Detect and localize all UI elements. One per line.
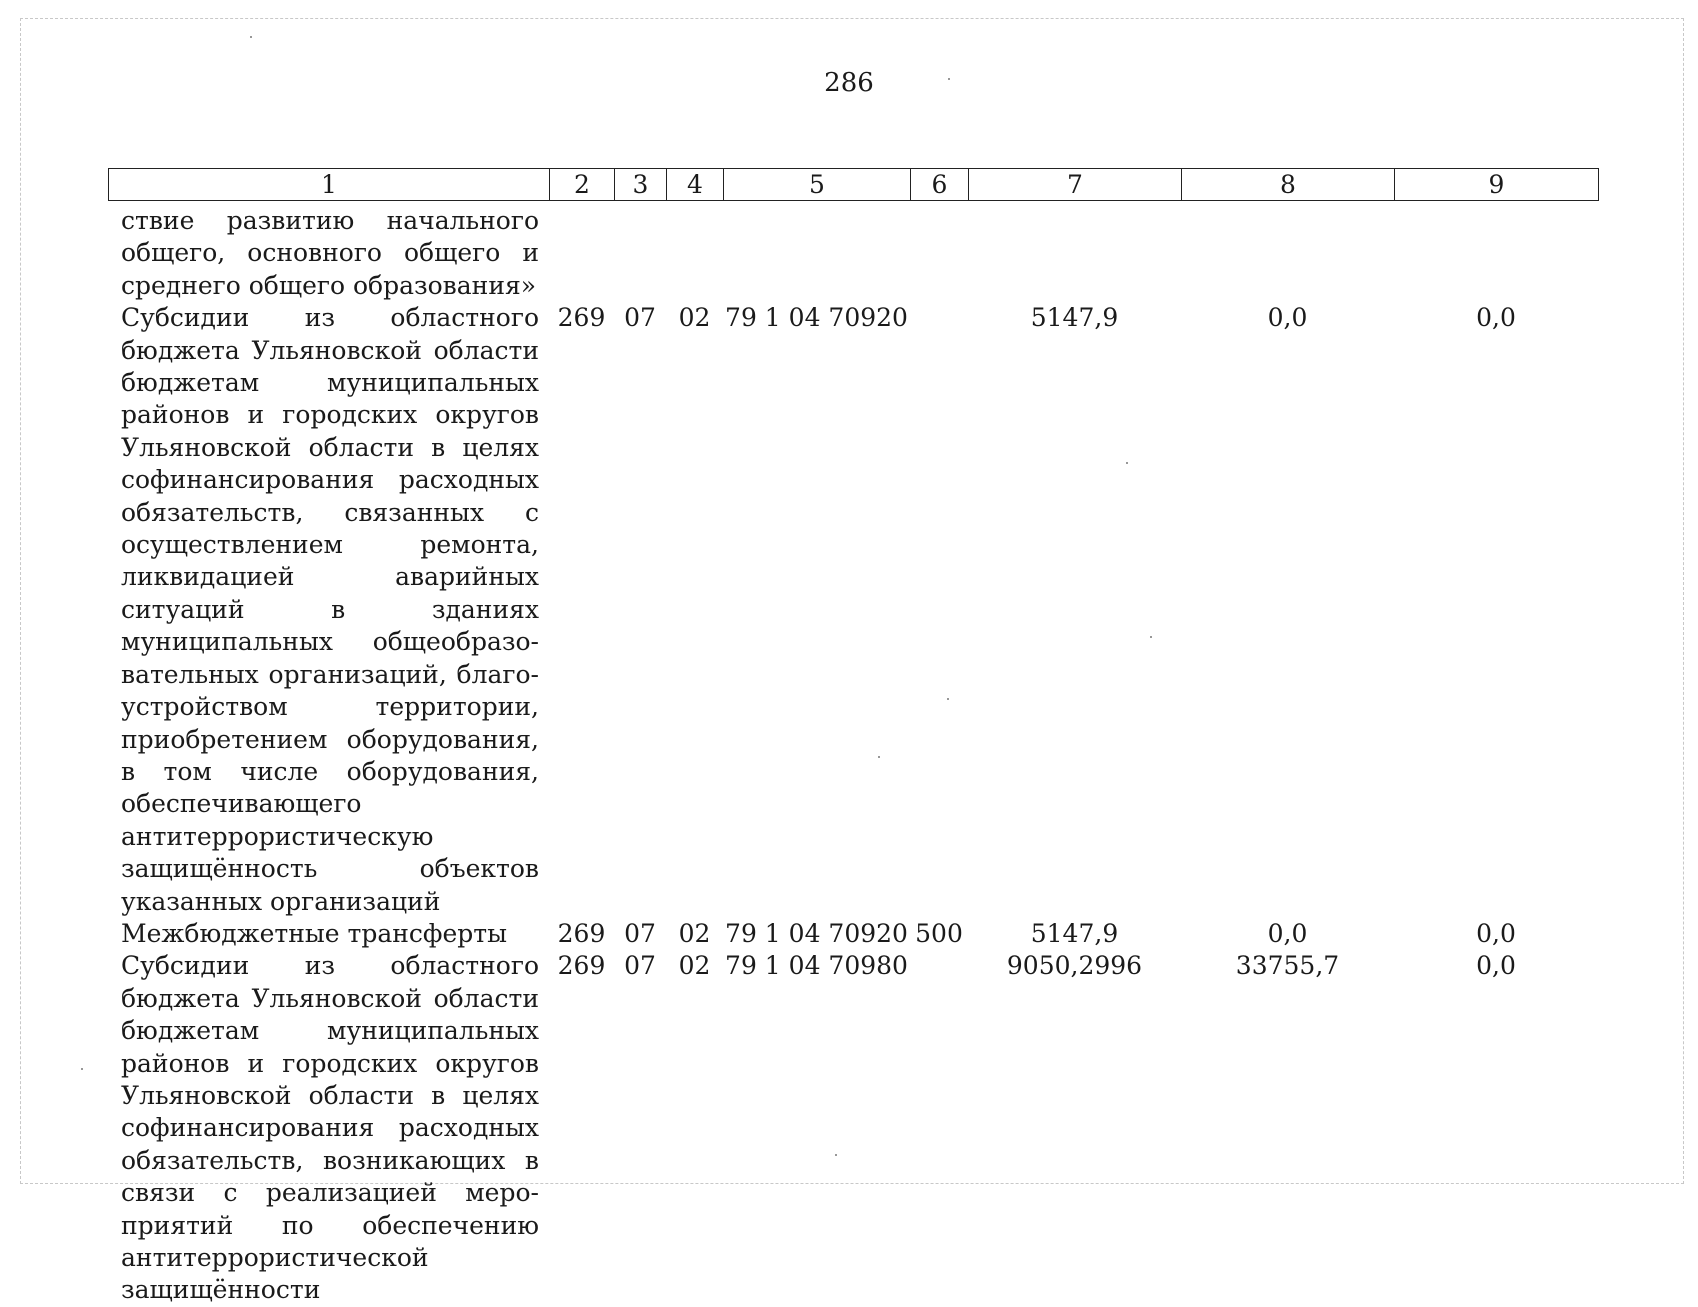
page-number: 286 bbox=[824, 68, 874, 98]
row-code-2: 269 bbox=[557, 303, 606, 333]
row-name: ствие развитию начального общего, основного общего и среднего общего образования» bbox=[121, 206, 539, 300]
scan-speck bbox=[81, 1068, 83, 1070]
row-code-2: 269 bbox=[557, 918, 606, 948]
scan-speck bbox=[1150, 636, 1152, 638]
header-col-5: 5 bbox=[724, 169, 911, 201]
row-code-4 bbox=[666, 205, 723, 302]
header-row bbox=[109, 169, 1599, 201]
row-code-5 bbox=[723, 205, 910, 302]
row-value-9: 0,0 bbox=[1476, 303, 1516, 333]
table-row bbox=[108, 302, 1598, 918]
header-col-1: 1 bbox=[109, 169, 550, 201]
header-col-8: 8 bbox=[1182, 169, 1395, 201]
table-row bbox=[108, 205, 1598, 302]
row-code-4: 02 bbox=[678, 951, 711, 981]
scan-speck bbox=[835, 1154, 837, 1156]
table-row bbox=[108, 918, 1598, 950]
header-col-7: 7 bbox=[969, 169, 1182, 201]
row-code-6 bbox=[910, 950, 968, 1306]
scan-speck bbox=[878, 756, 880, 758]
row-code-3: 07 bbox=[624, 918, 656, 948]
row-code-4: 02 bbox=[678, 303, 711, 333]
row-name: Субсидии из областного бюджета Ульяновской области бюджетам муниципальных районов и городских округов Ульяновской области в целях софинансирования расходных обязательств, связанных с осуществлением ремонта, ликвидацией аварийных ситуаций в зданиях муниципальных общеобразовательных организаций, благоустройством территории, приобретением оборудования, в том числе оборудования, обеспечивающего антитеррористическую защищённость объектов указанных организаций bbox=[121, 303, 539, 916]
row-value-7 bbox=[968, 205, 1181, 302]
scan-speck bbox=[947, 698, 949, 700]
row-value-7: 5147,9 bbox=[1030, 918, 1119, 948]
scan-speck bbox=[1126, 462, 1128, 464]
row-value-9: 0,0 bbox=[1476, 951, 1516, 981]
row-code-2 bbox=[549, 205, 614, 302]
row-code-4: 02 bbox=[678, 918, 711, 948]
scan-speck bbox=[250, 36, 252, 38]
header-col-4: 4 bbox=[667, 169, 724, 201]
row-code-3: 07 bbox=[624, 303, 656, 333]
row-value-8: 0,0 bbox=[1267, 303, 1308, 333]
row-value-8: 0,0 bbox=[1267, 918, 1308, 948]
header-col-9: 9 bbox=[1395, 169, 1599, 201]
table-row bbox=[108, 950, 1598, 1306]
row-value-9 bbox=[1394, 205, 1598, 302]
table-body bbox=[108, 205, 1598, 1307]
row-code-5: 79 1 04 70920 bbox=[725, 918, 908, 948]
header-col-2: 2 bbox=[550, 169, 615, 201]
row-code-6 bbox=[910, 302, 968, 918]
table-header bbox=[108, 168, 1599, 201]
header-col-3: 3 bbox=[615, 169, 667, 201]
row-value-8 bbox=[1181, 205, 1394, 302]
row-code-3: 07 bbox=[624, 951, 656, 981]
row-code-5: 79 1 04 70980 bbox=[725, 951, 908, 981]
row-code-2: 269 bbox=[557, 951, 606, 981]
row-value-7: 5147,9 bbox=[1030, 303, 1119, 333]
row-name: Межбюджетные трансферты bbox=[121, 918, 508, 948]
row-name: Субсидии из областного бюджета Ульяновской области бюджетам муниципальных районов и городских округов Ульяновской области в целях софинансирования расходных обязательств, возникающих в связи с реализацией мероприятий по обеспечению антитеррористической защищённости bbox=[121, 951, 539, 1305]
row-value-7: 9050,2996 bbox=[1006, 951, 1143, 981]
row-code-3 bbox=[614, 205, 666, 302]
row-code-5: 79 1 04 70920 bbox=[725, 303, 908, 333]
row-value-9: 0,0 bbox=[1476, 918, 1516, 948]
header-col-6: 6 bbox=[911, 169, 969, 201]
row-value-8: 33755,7 bbox=[1235, 951, 1340, 981]
row-code-6: 500 bbox=[915, 918, 963, 948]
row-code-6 bbox=[910, 205, 968, 302]
scan-speck bbox=[948, 78, 950, 80]
